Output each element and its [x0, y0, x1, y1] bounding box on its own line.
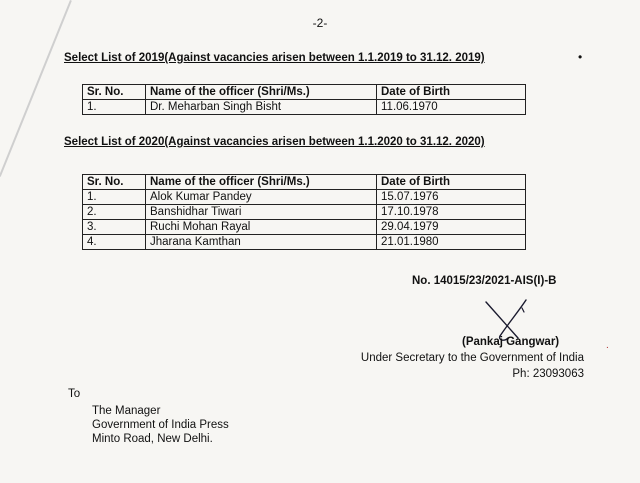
- column-header-sr-no: Sr. No.: [83, 175, 146, 190]
- address-line: Government of India Press: [92, 419, 229, 431]
- cell-name: Dr. Meharban Singh Bisht: [146, 100, 377, 115]
- table-row: [83, 190, 526, 205]
- column-header-dob: Date of Birth: [377, 175, 526, 190]
- cell-dob: 11.06.1970: [377, 100, 526, 115]
- table-row: [83, 100, 526, 115]
- cell-dob: 17.10.1978: [377, 205, 526, 220]
- address-line: Minto Road, New Delhi.: [92, 433, 213, 445]
- cell-dob: 21.01.1980: [377, 235, 526, 250]
- address-line: The Manager: [92, 405, 161, 417]
- file-number: No. 14015/23/2021-AIS(I)-B: [412, 275, 557, 287]
- column-header-name: Name of the officer (Shri/Ms.): [146, 85, 377, 100]
- table-header-row: [83, 175, 526, 190]
- cell-sr-no: 1.: [83, 190, 146, 205]
- cell-name: Ruchi Mohan Rayal: [146, 220, 377, 235]
- column-header-dob: Date of Birth: [377, 85, 526, 100]
- column-header-name: Name of the officer (Shri/Ms.): [146, 175, 377, 190]
- signatory-name: (Pankaj Gangwar): [462, 336, 560, 348]
- cell-name: Banshidhar Tiwari: [146, 205, 377, 220]
- cell-sr-no: 4.: [83, 235, 146, 250]
- page-number: -2-: [312, 16, 328, 30]
- table-row: [83, 220, 526, 235]
- cell-sr-no: 1.: [83, 100, 146, 115]
- list-2020-heading: Select List of 2020(Against vacancies arisen between 1.1.2020 to 31.12. 2020): [64, 136, 485, 148]
- cell-name: Jharana Kamthan: [146, 235, 377, 250]
- cell-name: Alok Kumar Pandey: [146, 190, 377, 205]
- heading-mark: •: [578, 50, 583, 64]
- margin-mark: .: [606, 340, 609, 351]
- list-2019-table: [82, 84, 526, 115]
- cell-dob: 29.04.1979: [377, 220, 526, 235]
- recipient-to-label: To: [68, 388, 81, 400]
- signatory-designation: Under Secretary to the Government of India: [360, 352, 584, 364]
- column-header-sr-no: Sr. No.: [83, 85, 146, 100]
- recipient-address: [92, 404, 229, 446]
- cell-sr-no: 3.: [83, 220, 146, 235]
- cell-sr-no: 2.: [83, 205, 146, 220]
- cell-dob: 15.07.1976: [377, 190, 526, 205]
- table-row: [83, 235, 526, 250]
- table-row: [83, 205, 526, 220]
- list-2019-heading: Select List of 2019(Against vacancies arisen between 1.1.2019 to 31.12. 2019): [64, 52, 485, 64]
- table-header-row: [83, 85, 526, 100]
- signatory-phone: Ph: 23093063: [512, 368, 584, 380]
- list-2020-table: [82, 174, 526, 250]
